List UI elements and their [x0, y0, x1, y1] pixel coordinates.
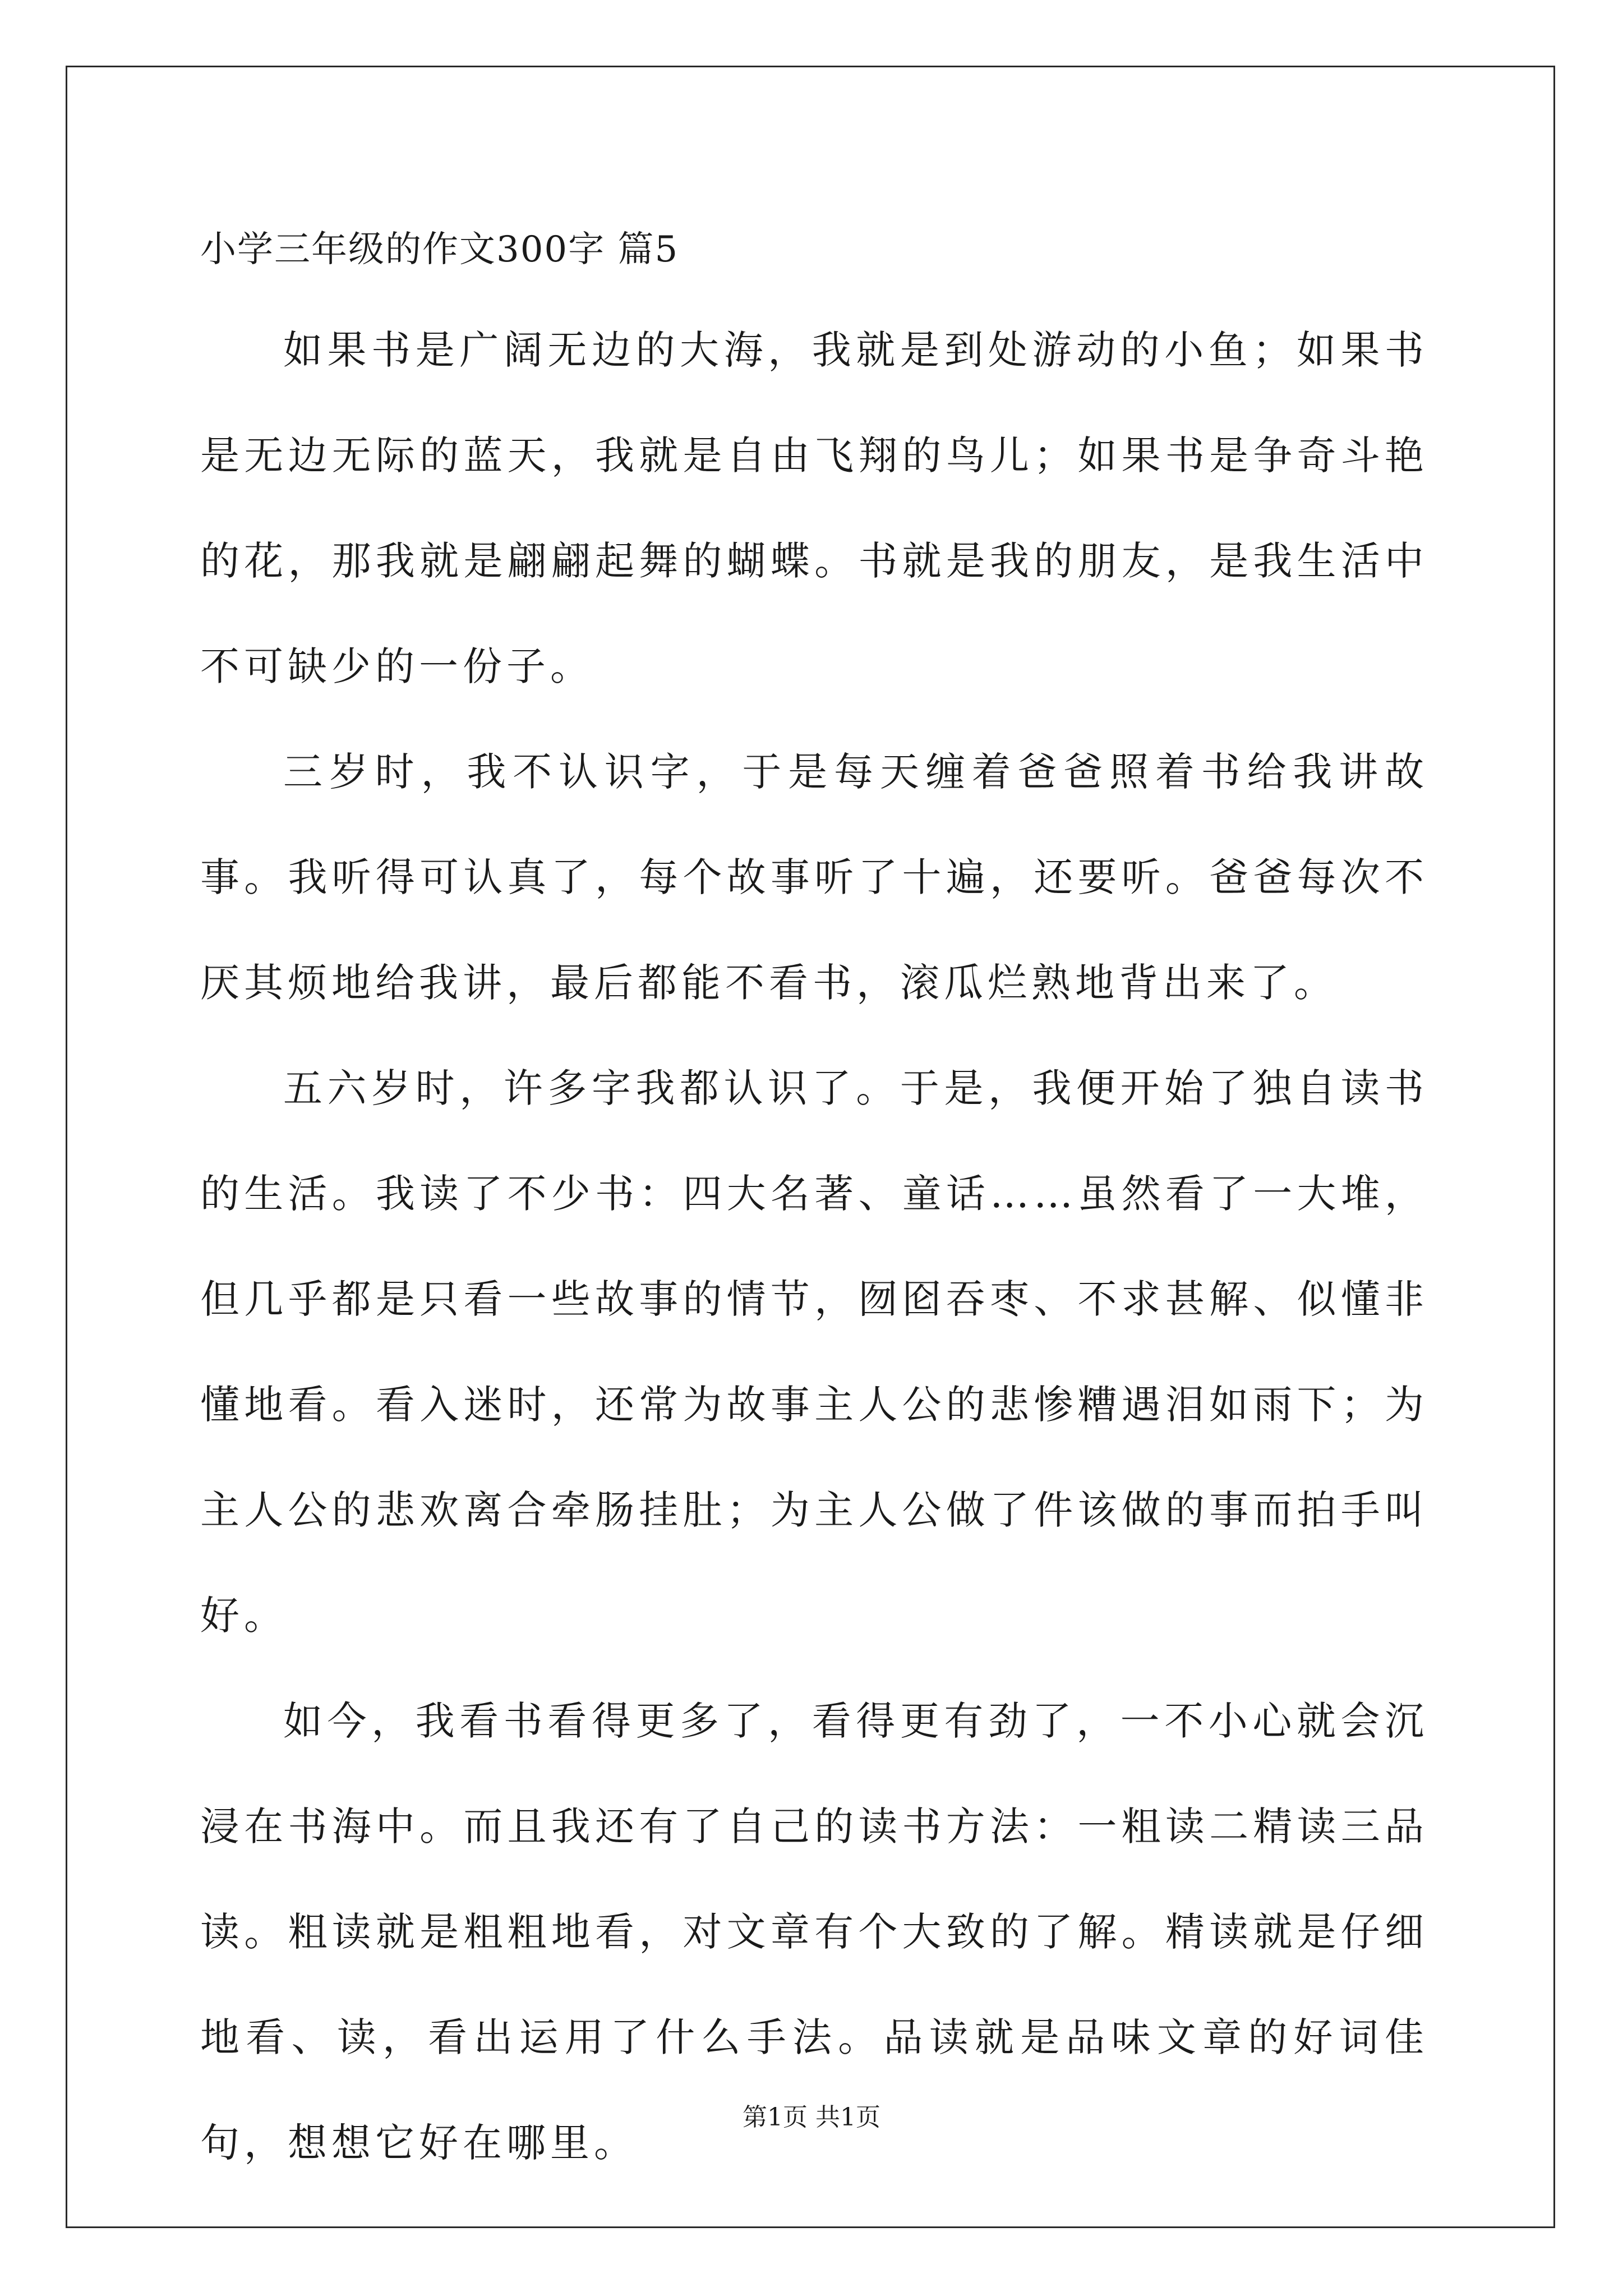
paragraph: 五六岁时，许多字我都认识了。于是，我便开始了独自读书的生活。我读了不少书：四大名著、童话……虽然看了一大堆，但几乎都是只看一些故事的情节，囫囵吞枣、不求甚解、似懂非懂地看。看入迷时，还常为故事主人公的悲惨糟遇泪如雨下；为主人公的悲欢离合牵肠挂肚；为主人公做了件该做的事而拍手叫好。	[200, 1065, 1428, 1639]
document-body	[200, 297, 1428, 2196]
paragraph: 三岁时，我不认识字，于是每天缠着爸爸照着书给我讲故事。我听得可认真了，每个故事听了十遍，还要听。爸爸每次不厌其烦地给我讲，最后都能不看书，滚瓜烂熟地背出来了。	[200, 749, 1428, 1006]
document-title: 小学三年级的作文300字 篇5	[200, 229, 679, 270]
paragraph: 如今，我看书看得更多了，看得更有劲了，一不小心就会沉浸在书海中。而且我还有了自己的读书方法：一粗读二精读三品读。粗读就是粗粗地看，对文章有个大致的了解。精读就是仔细地看、读，看出运用了什么手法。品读就是品味文章的好词佳句，想想它好在哪里。	[200, 1698, 1428, 2166]
paragraph: 如果书是广阔无边的大海，我就是到处游动的小鱼；如果书是无边无际的蓝天，我就是自由飞翔的鸟儿；如果书是争奇斗艳的花，那我就是翩翩起舞的蝴蝶。书就是我的朋友，是我生活中不可缺少的一份子。	[200, 327, 1428, 689]
page-footer: 第1页 共1页	[743, 2103, 880, 2132]
